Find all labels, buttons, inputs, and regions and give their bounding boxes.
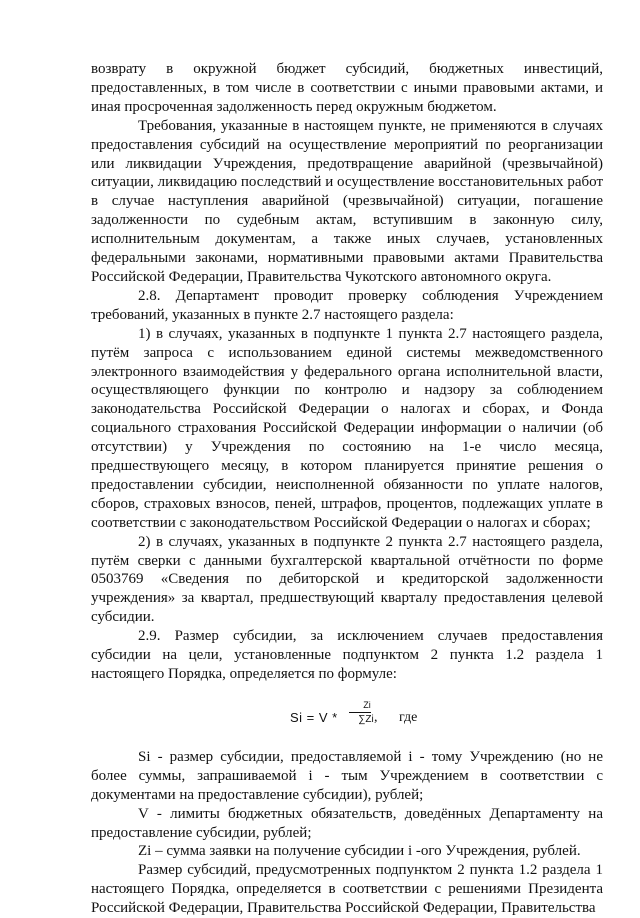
definition-zi: Zi – сумма заявки на получение субсидии i -ого Учреждения, рублей. bbox=[138, 843, 581, 860]
subsidy-formula bbox=[91, 693, 603, 741]
formula-numerator: Zi bbox=[363, 699, 371, 710]
formula-comma: , bbox=[374, 709, 378, 725]
definition-v: V - лимиты бюджетных обязательств, доведённых Департаменту на предоставление субсидии, рублей; bbox=[91, 805, 603, 841]
formula-where: где bbox=[399, 709, 418, 725]
formula-fraction-bar bbox=[349, 712, 371, 713]
definition-si: Si - размер субсидии, предоставляемой i - тому Учреждению (но не более суммы, запрашиваемой i - тым Учреждением в соответствии с документами на предоставление субсидии), рублей; bbox=[91, 748, 603, 803]
paragraph-2-8: 2.8. Департамент проводит проверку соблюдения Учреждением требований, указанных в пункте 2.7 настоящего раздела: bbox=[91, 287, 603, 323]
paragraph-budget-return: возврату в окружной бюджет субсидий, бюджетных инвестиций, предоставленных, в том числе в соответствии с иными правовыми актами, и иная просроченная задолженность перед окружным бюджетом. bbox=[91, 61, 603, 115]
formula-lhs: Si = V * bbox=[290, 709, 338, 725]
paragraph-2-8-item-1: 1) в случаях, указанных в подпункте 1 пункта 2.7 настоящего раздела, путём запроса с использованием единой системы межведомственного электронного взаимодействия у федерального органа исполнительной власти, осуществляющего функции по контролю и надзору за соблюдением законодательства Российской Федерации о налогах и сборах, и Фонда социального страхования Российской Федерации информации о наличии (об отсутствии) у Учреждения по состоянию на 1-е число месяца, предшествующего месяцу, в котором планируется принятие решения о предоставлении субсидии, неисполненной обязанности по уплате налогов, сборов, страховых взносов, пеней, штрафов, процентов, подлежащих уплате в соответствии с законодательством Российской Федерации о налогах и сборах; bbox=[91, 325, 603, 531]
paragraph-subsidy-size-decisions: Размер субсидий, предусмотренных подпунктом 2 пункта 1.2 раздела 1 настоящего Порядка, определяется в соответствии с решениями Президента Российской Федерации, Правительства Российской Федерации, Правительства bbox=[91, 862, 603, 917]
formula-denominator: ∑Zi bbox=[358, 713, 374, 725]
paragraph-2-8-item-2: 2) в случаях, указанных в подпункте 2 пункта 2.7 настоящего раздела, путём сверки с данными бухгалтерской квартальной отчётности по форме 0503769 «Сведения по дебиторской и кредиторской задолженности учреждения» за квартал, предшествующий кварталу предоставления целевой субсидии. bbox=[91, 533, 603, 626]
document-page bbox=[91, 60, 603, 918]
paragraph-2-9: 2.9. Размер субсидии, за исключением случаев предоставления субсидии на цели, установленные подпунктом 2 пункта 1.2 раздела 1 настоящего Порядка, определяется по формуле: bbox=[91, 628, 603, 682]
paragraph-requirements-exceptions: Требования, указанные в настоящем пункте, не применяются в случаях предоставления субсидий на осуществление мероприятий по реорганизации или ликвидации Учреждения, предотвращение аварийной (чрезвычайной) ситуации, ликвидацию последствий и осуществление восстановительных работ в случае наступления аварийной (чрезвычайной) ситуации, погашение задолженности по судебным актам, вступившим в законную силу, исполнительным документам, а также иных случаев, установленных федеральными законами, нормативными правовыми актами Правительства Российской Федерации, Правительства Чукотского автономного округа. bbox=[91, 117, 603, 285]
